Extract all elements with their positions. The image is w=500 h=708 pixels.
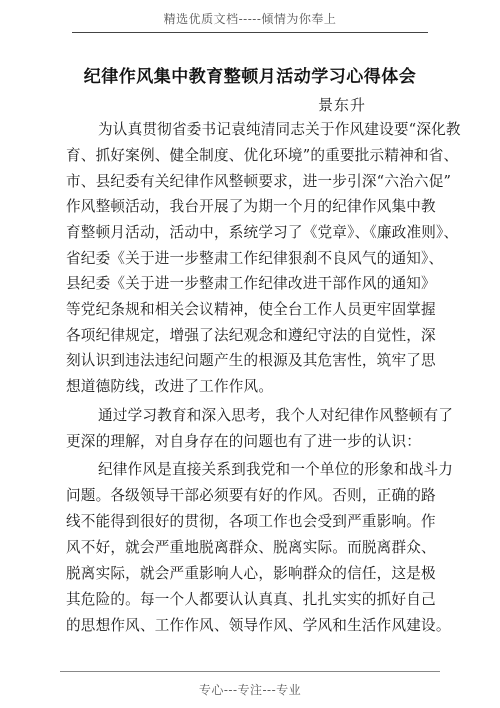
text-line: 的思想作风、工作作风、领导作风、学风和生活作风建设。 [66, 617, 451, 634]
document-title: 纪律作风集中教育整顿月活动学习心得体会 [83, 67, 417, 87]
text-line: 省纪委《关于进一步整肃工作纪律狠刹不良风气的通知》、 [66, 250, 444, 267]
text-line: 通过学习教育和深入思考，我个人对纪律作风整顿有了 [98, 407, 454, 424]
text-line: 其危险的。每一个人都要认认真真、扎扎实实的抓好自己 [66, 591, 436, 608]
author-name: 景东升 [318, 96, 367, 114]
text-line: 脱离实际，就会严重影响人心，影响群众的信任，这是极 [66, 565, 436, 582]
text-line: 县纪委《关于进一步整肃工作纪律改进干部作风的通知》 [66, 275, 436, 292]
page-footer: 专心---专注---专业 [198, 683, 302, 697]
text-line: 为认真贯彻省委书记袁纯清同志关于作风建设要“深化教 [98, 121, 461, 138]
text-line: 市、县纪委有关纪律作风整顿要求，进一步引深“六治六促” [66, 173, 452, 190]
text-line: 育整顿月活动，活动中，系统学习了《党章》、《廉政准则》、 [66, 224, 459, 241]
text-line: 育、抓好案例、健全制度、优化环境”的重要批示精神和省、 [66, 147, 459, 164]
header-divider [72, 32, 428, 33]
page-header: 精选优质文档-----倾情为你奉上 [163, 12, 337, 26]
footer-divider [60, 671, 440, 672]
text-line: 等党纪条规和相关会议精神，使全台工作人员更牢固掌握 [66, 301, 436, 318]
text-line: 作风整顿活动，我台开展了为期一个月的纪律作风集中教 [66, 198, 436, 215]
text-line: 问题。各级领导干部必须要有好的作风。否则，正确的路 [66, 487, 436, 504]
text-line: 更深的理解，对自身存在的问题也有了进一步的认识： [66, 433, 422, 450]
text-line: 纪律作风是直接关系到我党和一个单位的形象和战斗力 [98, 461, 454, 478]
text-line: 线不能得到很好的贯彻，各项工作也会受到严重影响。作 [66, 513, 436, 530]
text-line: 想道德防线，改进了工作作风。 [66, 378, 274, 395]
text-line: 刻认识到违法违纪问题产生的根源及其危害性，筑牢了思 [66, 352, 436, 369]
text-line: 各项纪律规定，增强了法纪观念和遵纪守法的自觉性，深 [66, 327, 436, 344]
text-line: 风不好，就会严重地脱离群众、脱离实际。而脱离群众、 [66, 539, 436, 556]
